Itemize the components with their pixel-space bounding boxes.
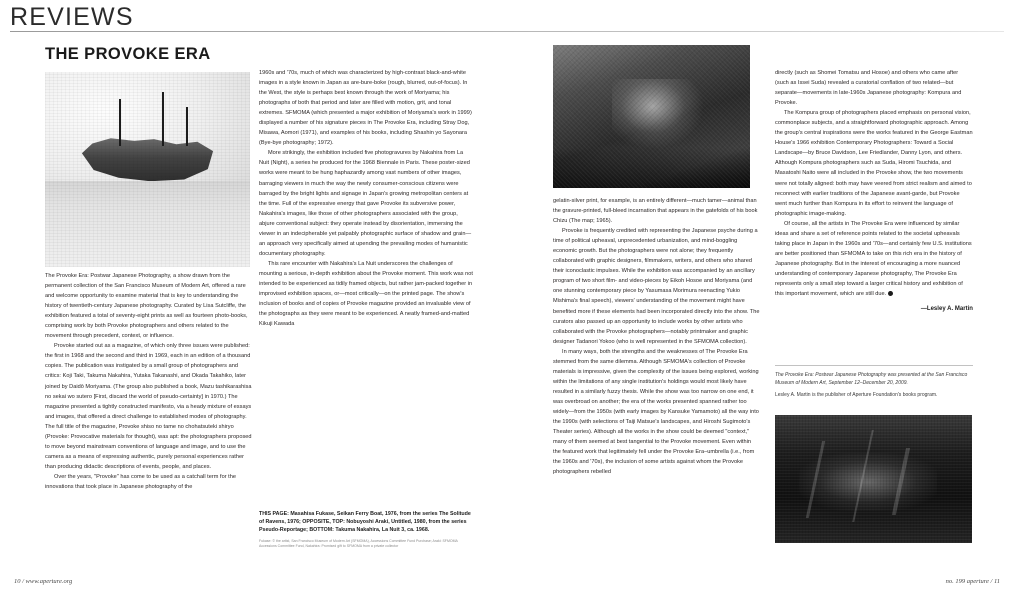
body-column-3 [553,196,760,477]
paragraph: directly (such as Shomei Tomatsu and Hosoe) and others who came after (such as Issei Suda) revealed a curatorial conflation of two related—but separate—movements in late-1960s Japanese photography: Kompura and Provoke. [775,70,962,107]
photo-araki-untitled [553,45,750,188]
photo-grain-overlay [775,415,972,543]
article-headline: THE PROVOKE ERA [45,45,211,63]
author-note: Lesley A. Martin is the publisher of Aperture Foundation's books program. [775,392,938,398]
photo-grain-overlay [45,72,250,267]
paragraph: Provoke started out as a magazine, of which only three issues were published: the first in 1968 and the second and third in 1969, each in an edition of a thousand copies. The publication was instigated by a small group of photographers and critics: Koji Taki, Takuma Nakahira, Yutaka Takanashi, and Okada Takahiko, later joined by Daidō Moriyama. (The group also published a book, Mazu tashikarashisa no sekai wo sutero [First, discard the world of pseudo-certainty] in 1970.) The magazine presented a tightly constructed manifesto, via a heady mixture of essays and images, that offered a direct challenge to established modes of photography. The full title of the magazine, Provoke shiso no tame no chohatsuteki shiryo (Provoke: Provocative materials for thought), was apt: the photographers proposed to move beyond mainstream conventions of language and image, and to use the camera as a means of expressing authentic, purely personal experiences rather than producing didactic descriptions of events, people, and places. [45,343,252,470]
paragraph [775,219,973,299]
paragraph: This rare encounter with Nakahira's La Nuit underscores the challenges of mounting a serious, in-depth exhibition about the Provoke moment. This work was not intended to be experienced as tidily framed objects, but rather jam-packed together in improvised exhibition spaces, or—most critically—on the printed page. The show's inclusion of books and of copies of Provoke magazine provided an invaluable view of the photographs as they were meant to be experienced. A neatly framed-and-matted Kikuji Kawada [259,260,473,328]
image-credit-block [259,510,473,549]
photo-nakahira-la-nuit [775,415,972,543]
photo-grain-overlay [553,45,750,188]
paragraph: More strikingly, the exhibition included five photogravures by Nakahira from La Nuit (Night), a series he produced for the 1968 Biennale in Paris. These poster-sized works were meant to be hung haphazardly among vast numbers of other images, barraging viewers in much the way the newly consumer-conscious citizens were barraged by the bright lights and signage in Japan's growing metropolitan centers at the time. Full of the expressive energy that gave Provoke its subversive power, Nakahira's images, like those of other photographers associated with the group, abjure conventional subject: they operate instead by disorientation, immersing the viewer in an indecipherable yet palpably photographic surface of shadow and grain—an approach very specifically aimed at upending the prevailing modes of humanistic documentary photography. [259,150,472,257]
masthead [10,4,1004,34]
paragraph: gelatin-silver print, for example, is an entirely different—much tamer—animal than the gravure-printed, full-bleed incarnation that appears in the gatefolds of his book Chizu (The map; 1965). [553,198,758,225]
paragraph: The Provoke Era: Postwar Japanese Photography, a show drawn from the permanent collection of the San Francisco Museum of Modern Art, offered a rare and welcome opportunity to examine material that is key to understanding the history of twentieth-century Japanese photography. Curated by Lisa Sutcliffe, the exhibition featured a total of seventy-eight prints as well as fourteen photo-books, comprising work by both Provoke photographers and others related to the movement through precedent, context, or influence. [45,273,248,340]
body-column-1 [45,271,252,492]
paragraph: 1960s and '70s, much of which was characterized by high-contrast black-and-white images in a style known in Japan as are-bure-boke (rough, blurred, out-of-focus). In the West, the style is perhaps best known through the work of Moriyama; his photographs of both that period and later are filled with motion, grit, and tonal extremes. SFMOMA (which presented a major exhibition of Moriyama's work in 1999) displayed a number of his signature pieces in The Provoke Era, including Stray Dog, Misawa, Aomori (1971), and examples of his books, including Shashin yo Sayonara (Bye-bye photography; 1972). [259,70,472,147]
section-title: REVIEWS [10,3,134,31]
page-footer [0,578,1014,592]
photo-ferry-boat [45,72,250,267]
note-divider [775,365,973,366]
article-byline: —Lesley A. Martin [920,306,973,313]
image-credit-bold: THIS PAGE: Masahisa Fukase, Seikan Ferry Boat, 1976, from the series The Solitude of Ravens, 1976; OPPOSITE, TOP: Nobuyoshi Araki, Untitled, 1980, from the series Pseudo-Reportage; BOTTOM: Takuma Nakahira, La Nuit 3, ca. 1968. [259,511,471,534]
paragraph: Over the years, "Provoke" has come to be used as a catchall term for the innovations that took place in Japanese photography of the [45,473,237,490]
paragraph: In many ways, both the strengths and the weaknesses of The Provoke Era stemmed from the same dilemma. Although SFMOMA's collection of Provoke materials is impressive, given the complexity of the issues being explored, working within the limitations of any single institution's holdings would most likely have resulted in a similarly fuzzy thesis. While the show was too narrow on one end, it was overbroad on another; the era of the works presented spanned rather too widely—from the 1950s (with early images by Kansuke Yamamoto) all the way into the 1990s (with selections of Taiji Matsue's landscapes, and Hiroshi Sugimoto's Theater series). Although all the works in the show could be deemed "context," many of them seemed at best tangential to the Provoke movement. Even within the featured work that legitimately fell under the Provoke Era–umbrella (i.e., from the 1960s and '70s), the inclusion of some artists against whom the Provoke photographers rebelled [553,348,759,476]
footer-right-folio: no. 199 aperture / 11 [945,578,1000,585]
masthead-divider [10,31,1004,32]
paragraph: The Kompura group of photographers placed emphasis on personal vision, commonplace subjects, and a straightforward photographic approach. Among the group's central inspirations were the works featured in the George Eastman House's 1966 exhibition Contemporary Photographers: Toward a Social Landscape—by Bruce Davidson, Lee Friedlander, Danny Lyon, and others. Although Kompura photographers such as Suda, Hiromi Tsuchida, and Masatoshi Naito were all included in the Provoke show, the two movements were not totally aligned: both may have veered from strict realism and aimed to reconnect with earlier traditions of the Japanese avant-garde, but Provoke went much further than Kompura in its effort to reinvent the language of photographic image-making. [775,110,973,217]
body-column-4 [775,68,973,314]
image-credit-fine-print: Fukase: © the artist, San Francisco Museum of Modern Art (SFMOMA), Accessions Committee Fund Purchase; Araki: SFMOMA Accessions Committee Fund, Nakahira: Promised gift to SFMOMA from a private collector [259,538,458,548]
body-column-2 [259,68,473,329]
exhibition-note: The Provoke Era: Postwar Japanese Photography was presented at the San Francisco Museum of Modern Art, September 12–December 20, 2009. [775,372,968,387]
end-mark-icon [888,291,893,296]
paragraph-text: Of course, all the artists in The Provoke Era were influenced by similar ideas and share a set of reference points related to the societal upheavals taking place in Japan in the 1960s and '70s—and certainly few U.S. institutions are better positioned than SFMOMA to take on this rich era in the history of Japanese photography. But in the interest of encouraging a more nuanced understanding of contemporary Japanese photography, The Provoke Era represents only a small step toward a larger critical history and exhibition of this important movement, which are still due. [775,220,972,298]
paragraph: Provoke is frequently credited with representing the Japanese psyche during a time of political upheaval, unprecedented urbanization, and mind-boggling economic growth. But the photographers were not alone; they frequently collaborated with graphic designers, filmmakers, writers, and others who shared their iconoclastic impulses. While the exhibition was accompanied by an ancillary program of two short film- and video-pieces by Eikoh Hosoe and Moriyama (and one stunning contemporary piece by Yasumasa Morimura reenacting Yukio Mishima's final speech), viewers' understanding of the movement might have benefited more if these elements had been incorporated directly into the show. The curators also passed up an opportunity to include works by other artists who collaborated with the Provoke photographers—notably printmaker and graphic designer Tadanori Yokoo (who is well represented in the SFMOMA collection). [553,228,760,345]
footer-left-folio: 10 / www.aperture.org [14,578,73,585]
